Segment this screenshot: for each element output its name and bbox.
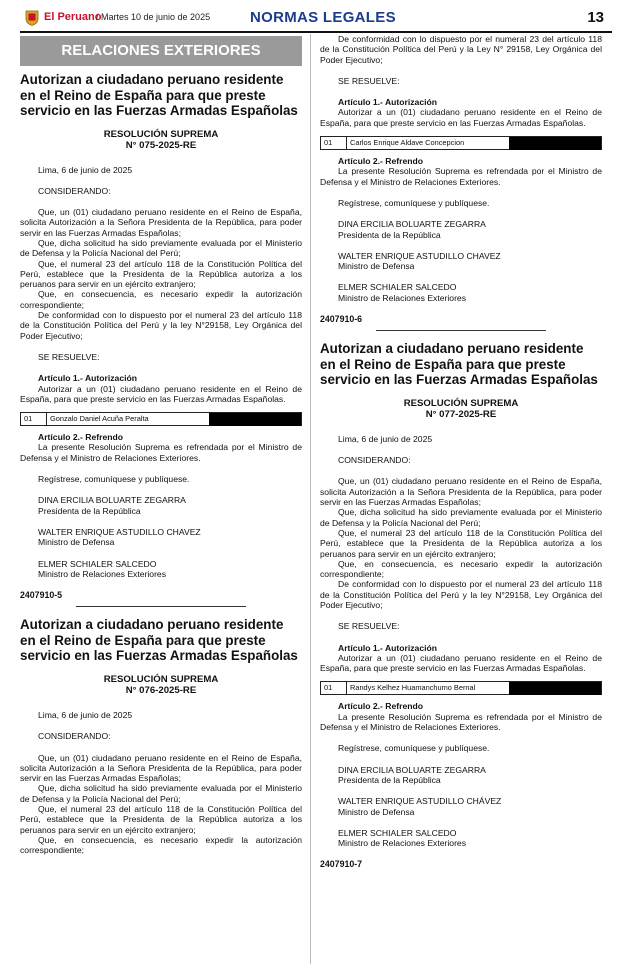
article-1-title: Artículo 1.- Autorización (338, 642, 437, 653)
signatory-name: WALTER ENRIQUE ASTUDILLO CHAVEZ (338, 250, 501, 261)
paragraph: Que, en consecuencia, es necesario expedir la autorización correspondiente; (320, 558, 602, 580)
paragraph: Que, dicha solicitud ha sido previamente evaluada por el Ministerio de Defensa y la Policía Nacional del Perú; (20, 783, 302, 804)
signatory-role: Presidenta de la República (38, 505, 141, 516)
paragraph: Que, el numeral 23 del artículo 118 de la Constitución Política del Perú, establece que la Presidenta de la República autoriza a los peruanos para servir en un ejército extranjero; (20, 803, 302, 835)
publication-code: 2407910-7 (320, 859, 363, 870)
resuelve-label: SE RESUELVE: (338, 75, 400, 86)
article-2-title: Artículo 2.- Refrendo (38, 432, 123, 443)
resolution-title: RESOLUCIÓN SUPREMA (103, 673, 219, 685)
redaction-bar (509, 137, 601, 150)
coat-of-arms-icon (24, 10, 40, 26)
paragraph: Que, un (01) ciudadano peruano residente en el Reino de España, solicita Autorización a la Señora Presidenta de la República, para poder servir en las Fuerzas Armadas Españolas; (20, 752, 302, 784)
paragraph: De conformidad con lo dispuesto por el numeral 23 del artículo 118 de la Constitución Política del Perú y la ley N°29158, Ley Orgánica del Poder Ejecutivo; (320, 579, 602, 610)
row-name: Gonzalo Daniel Acuña Peralta (50, 414, 149, 424)
article-1-text: Autorizar a un (01) ciudadano peruano residente en el Reino de España, para que preste servicio en las Fuerzas Armadas Españolas. (320, 652, 602, 674)
signatory-name: WALTER ENRIQUE ASTUDILLO CHAVEZ (38, 526, 201, 537)
signatory-name: ELMER SCHIALER SALCEDO (338, 282, 457, 293)
page-number: 13 (587, 9, 604, 26)
paragraph: De conformidad con lo dispuesto por el numeral 23 del artículo 118 de la Constitución Política del Perú y la Ley N° 29158, Ley Orgánica del Poder Ejecutivo; (320, 34, 602, 65)
place-date: Lima, 6 de junio de 2025 (38, 164, 133, 175)
resolution-number: N° 077-2025-RE (425, 408, 497, 420)
article-1-title: Artículo 1.- Autorización (338, 97, 437, 108)
redaction-bar (509, 682, 601, 695)
article-2-text: La presente Resolución Suprema es refrendada por el Ministro de Defensa y el Ministro de Relaciones Exteriores. (320, 166, 602, 187)
article-headline: Autorizan a ciudadano peruano residente en el Reino de España para que preste servicio en las Fuerzas Armadas Españolas (320, 341, 598, 388)
article-separator (376, 330, 546, 331)
signatory-name: DINA ERCILIA BOLUARTE ZEGARRA (338, 764, 486, 775)
issue-date: / Martes 10 de junio de 2025 (96, 12, 211, 22)
article-headline: Autorizan a ciudadano peruano residente en el Reino de España para que preste servicio en las Fuerzas Armadas Españolas (20, 72, 298, 118)
redaction-bar (209, 413, 301, 426)
article-1-text: Autorizar a un (01) ciudadano peruano residente en el Reino de España, para que preste servicio en las Fuerzas Armadas Españolas. (20, 383, 302, 404)
resolution-heading (20, 129, 302, 151)
signatory-role: Ministro de Relaciones Exteriores (338, 838, 467, 849)
row-number: 01 (21, 413, 47, 425)
signatory-name: ELMER SCHIALER SALCEDO (38, 558, 157, 569)
paragraph: Que, dicha solicitud ha sido previamente evaluada por el Ministerio de Defensa y la Policía Nacional del Perú; (20, 237, 302, 259)
considerando-label: CONSIDERANDO: (38, 731, 111, 742)
article-2-title: Artículo 2.- Refrendo (338, 701, 423, 712)
signatory-role: Presidenta de la República (338, 229, 441, 240)
resolution-number: N° 076-2025-RE (125, 684, 197, 696)
beneficiary-row (20, 412, 302, 426)
row-name: Randys Kelhez Huamanchumo Bernal (350, 683, 476, 693)
closing-formula: Regístrese, comuníquese y publíquese. (338, 743, 490, 754)
resolution-title: RESOLUCIÓN SUPREMA (103, 128, 219, 140)
row-number: 01 (321, 137, 347, 149)
signatory-role: Ministro de Defensa (38, 537, 115, 548)
header-divider (20, 31, 612, 33)
resuelve-label: SE RESUELVE: (338, 621, 400, 632)
paragraph: Que, en consecuencia, es necesario expedir la autorización correspondiente; (20, 834, 302, 856)
signatory-role: Presidenta de la República (338, 774, 441, 785)
closing-formula: Regístrese, comuníquese y publíquese. (338, 197, 490, 208)
resolution-number: N° 075-2025-RE (125, 139, 197, 151)
article-1-title: Artículo 1.- Autorización (38, 373, 137, 384)
beneficiary-row (320, 681, 602, 695)
page-header (0, 0, 640, 34)
article-2-text: La presente Resolución Suprema es refrendada por el Ministro de Defensa y el Ministro de Relaciones Exteriores. (20, 442, 302, 463)
paragraph: Que, el numeral 23 del artículo 118 de la Constitución Política del Perú, establece que la Presidenta de la República autoriza a los peruanos para servir en un ejército extranjero; (20, 258, 302, 290)
article-1-text: Autorizar a un (01) ciudadano peruano residente en el Reino de España, para que preste servicio en las Fuerzas Armadas Españolas. (320, 107, 602, 128)
signatory-name: DINA ERCILIA BOLUARTE ZEGARRA (338, 219, 486, 230)
left-column (20, 36, 302, 855)
article-separator (76, 606, 246, 607)
place-date: Lima, 6 de junio de 2025 (38, 709, 133, 720)
row-name: Carlos Enrique Aldave Concepcion (350, 138, 465, 148)
paragraph: Que, un (01) ciudadano peruano residente en el Reino de España, solicita Autorización a la Señora Presidenta de la República, para poder servir en las Fuerzas Armadas Españolas; (320, 476, 602, 508)
signatory-name: DINA ERCILIA BOLUARTE ZEGARRA (38, 495, 186, 506)
signatory-role: Ministro de Relaciones Exteriores (38, 568, 167, 579)
signatory-role: Ministro de Defensa (338, 261, 415, 272)
paragraph: Que, el numeral 23 del artículo 118 de la Constitución Política del Perú, establece que la Presidenta de la República autoriza a los peruanos para servir en un ejército extranjero; (320, 527, 602, 559)
considerando-label: CONSIDERANDO: (38, 185, 111, 196)
resolution-heading (20, 674, 302, 696)
beneficiary-row (320, 136, 602, 150)
article-2-text: La presente Resolución Suprema es refrendada por el Ministro de Defensa y el Ministro de Relaciones Exteriores. (320, 711, 602, 733)
publication-code: 2407910-6 (320, 314, 363, 325)
column-divider (310, 34, 311, 964)
signatory-name: WALTER ENRIQUE ASTUDILLO CHÁVEZ (338, 796, 502, 807)
paragraph: De conformidad con lo dispuesto por el numeral 23 del artículo 118 de la Constitución Política del Perú y la ley N°29158, Ley Orgánica del Poder Ejecutivo; (20, 310, 302, 341)
section-banner: RELACIONES EXTERIORES (20, 36, 302, 66)
brand-name: El Peruano (44, 11, 102, 23)
paragraph: Que, en consecuencia, es necesario expedir la autorización correspondiente; (20, 289, 302, 310)
right-column (320, 34, 602, 870)
signatory-role: Ministro de Defensa (338, 806, 415, 817)
signatory-role: Ministro de Relaciones Exteriores (338, 292, 467, 303)
row-number: 01 (321, 682, 347, 694)
paragraph: Que, un (01) ciudadano peruano residente en el Reino de España, solicita Autorización a la Señora Presidenta de la República, para poder servir en las Fuerzas Armadas Españolas; (20, 207, 302, 238)
masthead: NORMAS LEGALES (250, 9, 396, 26)
resuelve-label: SE RESUELVE: (38, 351, 100, 362)
publication-code: 2407910-5 (20, 590, 63, 601)
closing-formula: Regístrese, comuníquese y publíquese. (38, 474, 190, 485)
article-2-title: Artículo 2.- Refrendo (338, 156, 423, 167)
resolution-heading (320, 398, 602, 420)
resolution-title: RESOLUCIÓN SUPREMA (403, 397, 519, 409)
article-headline: Autorizan a ciudadano peruano residente en el Reino de España para que preste servicio en las Fuerzas Armadas Españolas (20, 617, 298, 664)
paragraph: Que, dicha solicitud ha sido previamente evaluada por el Ministerio de Defensa y la Policía Nacional del Perú; (320, 507, 602, 528)
place-date: Lima, 6 de junio de 2025 (338, 433, 433, 444)
signatory-name: ELMER SCHIALER SALCEDO (338, 827, 457, 838)
considerando-label: CONSIDERANDO: (338, 455, 411, 466)
